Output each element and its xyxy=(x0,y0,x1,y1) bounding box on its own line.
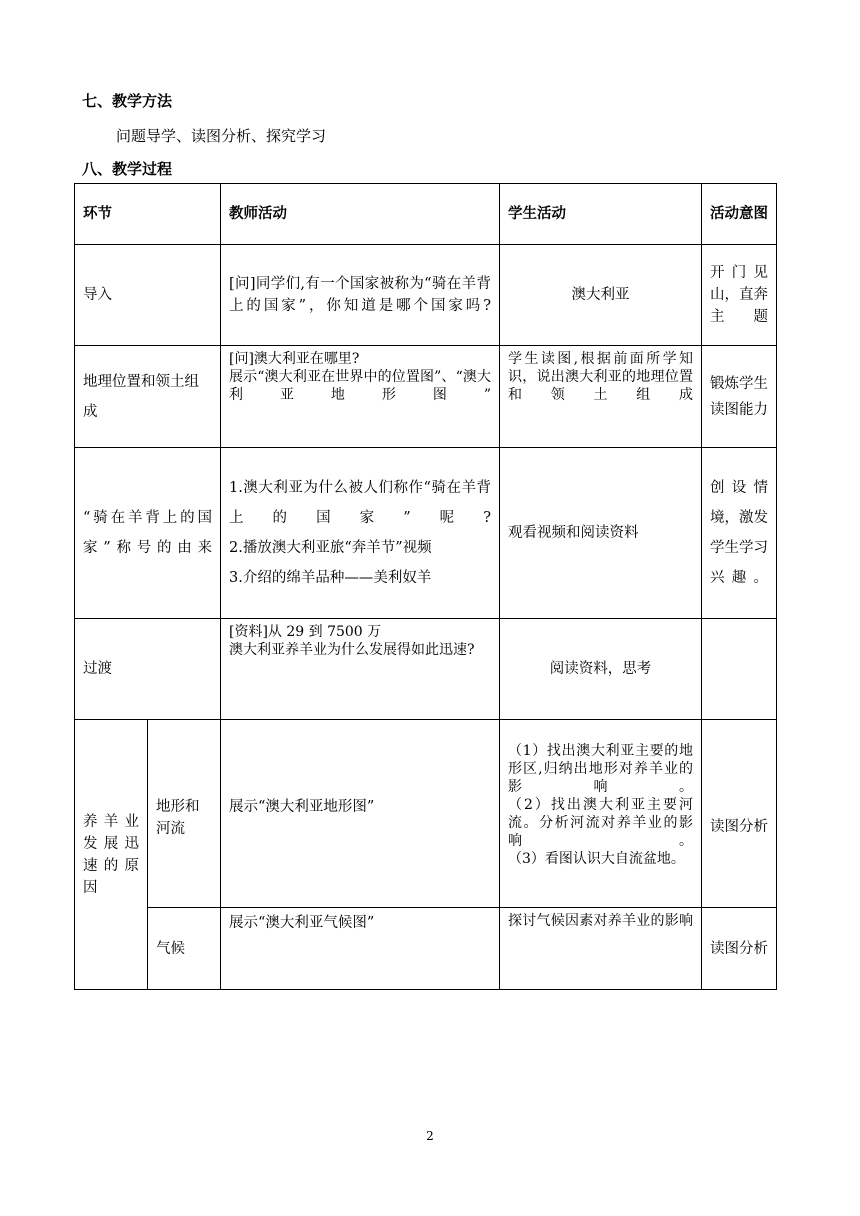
header-teacher-activity: 教师活动 xyxy=(221,184,500,245)
intent-cell: 读图分析 xyxy=(702,720,777,908)
teacher-activity-cell: 展示“澳大利亚气候图” xyxy=(221,908,500,990)
stage-cell: 过渡 xyxy=(75,619,221,720)
stage-cell: “骑在羊背上的国家”称号的由来 xyxy=(75,448,221,619)
teacher-activity-cell xyxy=(221,448,500,619)
table-row xyxy=(75,619,777,720)
intent-cell: 创设情境，激发学生学习兴趣。 xyxy=(702,448,777,619)
teacher-activity-cell: [问]同学们,有一个国家被称为“骑在羊背上的国家”，你知道是哪个国家吗? xyxy=(221,245,500,346)
group-stage-cell: 养羊业发展迅速的原因 xyxy=(75,720,148,990)
student-line: （2）找出澳大利亚主要河流。分析河流对养羊业的影响。 xyxy=(508,797,693,849)
teacher-line: 3.介绍的绵羊品种——美利奴羊 xyxy=(229,570,432,586)
teacher-activity-cell: 展示“澳大利亚地形图” xyxy=(221,720,500,908)
teacher-activity-cell xyxy=(221,346,500,448)
student-activity-cell xyxy=(500,720,702,908)
teaching-process-table xyxy=(74,183,777,990)
teacher-line: 展示“澳大利亚在世界中的位置图”、“澳大利亚地形图” xyxy=(229,369,491,403)
student-line: （1）找出澳大利亚主要的地形区,归纳出地形对养羊业的影响。 xyxy=(508,743,693,795)
intent-cell xyxy=(702,619,777,720)
teacher-line: [问]澳大利亚在哪里? xyxy=(229,351,360,367)
table-row xyxy=(75,346,777,448)
sub-stage-cell: 地形和河流 xyxy=(148,720,221,908)
table-header-row xyxy=(75,184,777,245)
stage-cell: 导入 xyxy=(75,245,221,346)
student-activity-cell: 学生读图,根据前面所学知识，说出澳大利亚的地理位置和领土组成 xyxy=(500,346,702,448)
teacher-line: 澳大利亚养羊业为什么发展得如此迅速? xyxy=(229,642,475,658)
table-row xyxy=(75,245,777,346)
teacher-activity-cell xyxy=(221,619,500,720)
student-activity-cell: 阅读资料，思考 xyxy=(500,619,702,720)
intent-cell: 锻炼学生读图能力 xyxy=(702,346,777,448)
intent-cell: 开门见山，直奔主题 xyxy=(702,245,777,346)
section-heading-teaching-methods: 七、教学方法 xyxy=(82,92,173,110)
stage-cell: 地理位置和领土组成 xyxy=(75,346,221,448)
section-heading-teaching-process: 八、教学过程 xyxy=(82,160,173,178)
teaching-methods-text: 问题导学、读图分析、探究学习 xyxy=(116,127,327,145)
header-stage: 环节 xyxy=(75,184,221,245)
student-activity-cell: 澳大利亚 xyxy=(500,245,702,346)
header-student-activity: 学生活动 xyxy=(500,184,702,245)
intent-cell: 读图分析 xyxy=(702,908,777,990)
student-activity-cell: 探讨气候因素对养羊业的影响 xyxy=(500,908,702,990)
student-activity-cell: 观看视频和阅读资料 xyxy=(500,448,702,619)
header-activity-intent: 活动意图 xyxy=(702,184,777,245)
table-row xyxy=(75,908,777,990)
teacher-line: 2.播放澳大利亚旅“奔羊节”视频 xyxy=(229,540,432,556)
student-line: （3）看图认识大自流盆地。 xyxy=(508,851,685,867)
teacher-line: 1.澳大利亚为什么被人们称作“骑在羊背上的国家”呢? xyxy=(229,480,491,526)
teacher-line: [资料]从 29 到 7500 万 xyxy=(229,624,382,640)
table-row xyxy=(75,720,777,908)
page-number: 2 xyxy=(426,1129,434,1143)
table-row xyxy=(75,448,777,619)
sub-stage-cell: 气候 xyxy=(148,908,221,990)
